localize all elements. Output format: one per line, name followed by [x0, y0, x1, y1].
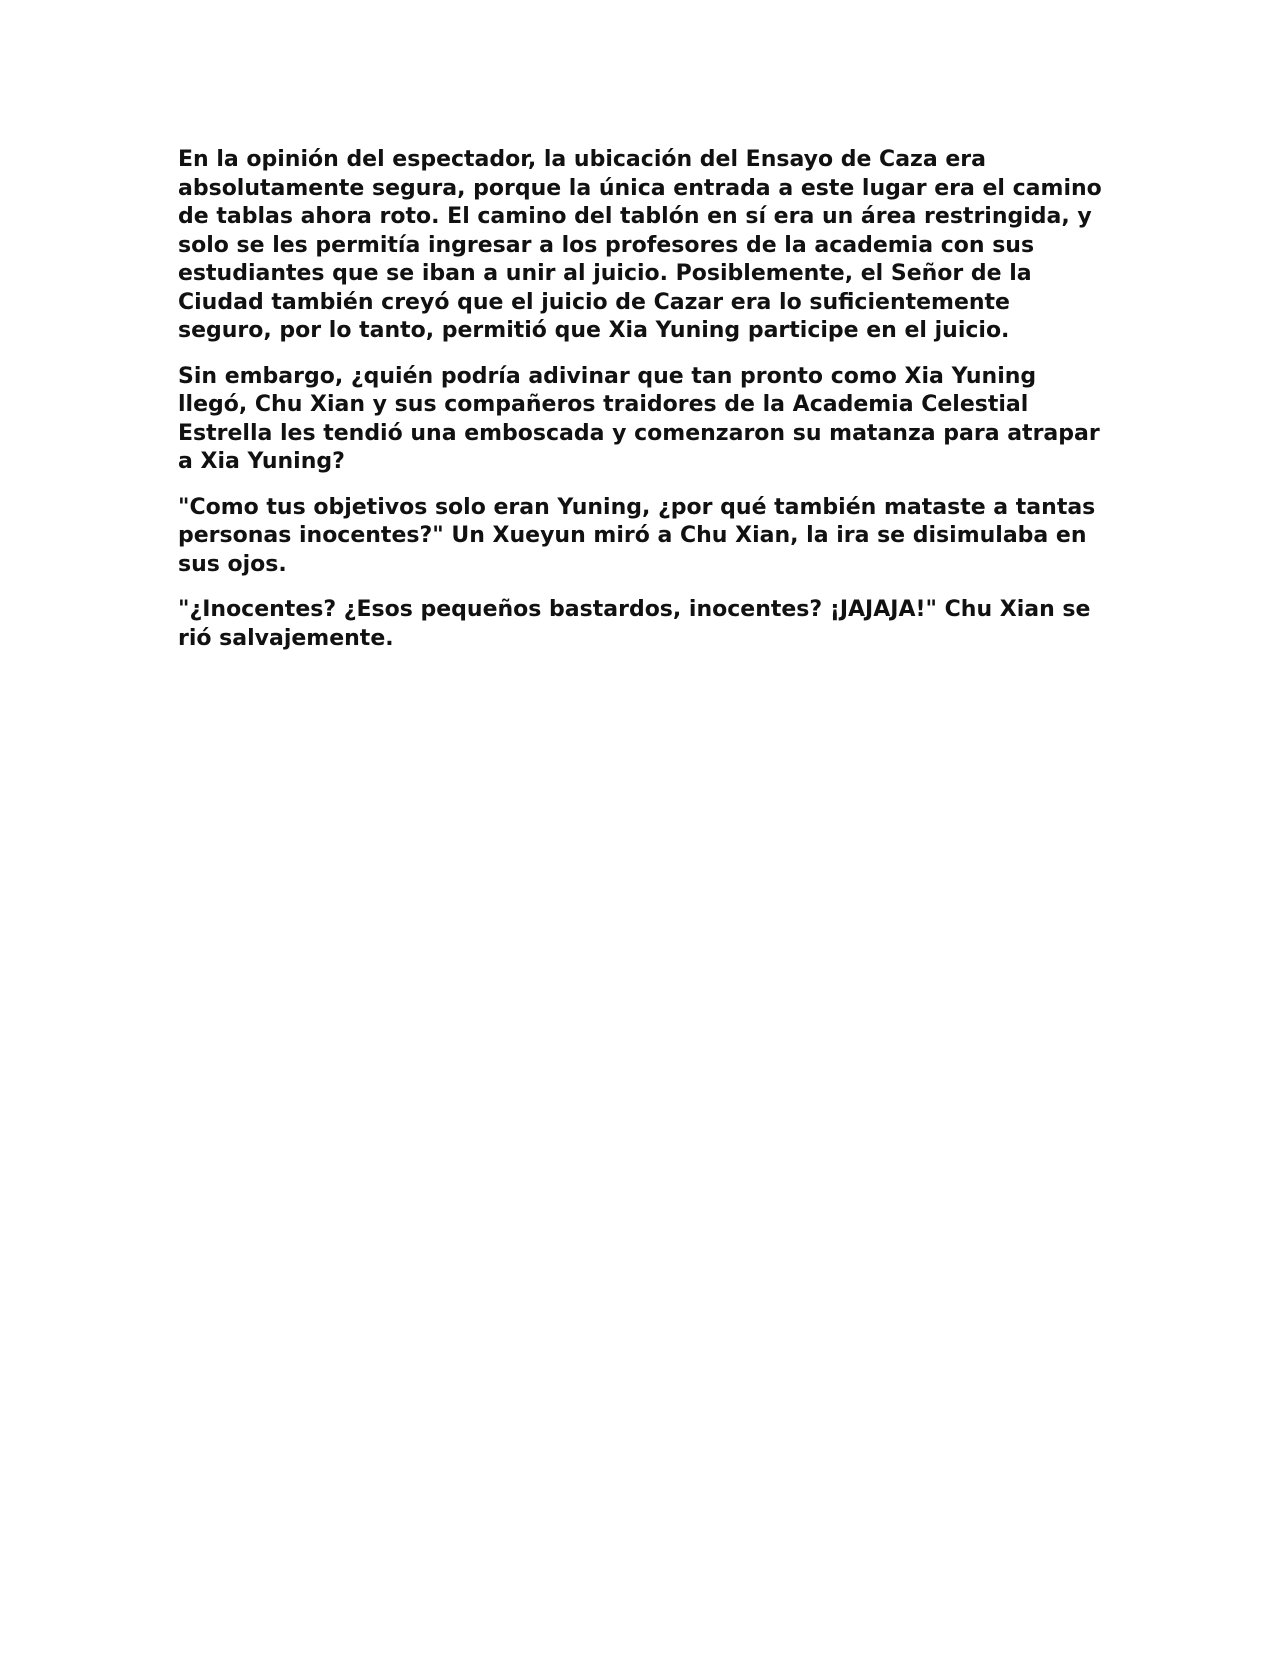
paragraph-2: Sin embargo, ¿quién podría adivinar que tan pronto como Xia Yuning llegó, Chu Xian y sus compañeros traidores de la Academia Celestial Estrella les tendió una emboscada y comenzaron su matanza para atrapar a Xia Yuning?: [178, 363, 1100, 474]
paragraph-1: En la opinión del espectador, la ubicación del Ensayo de Caza era absolutamente segura, porque la única entrada a este lugar era el camino de tablas ahora roto. El camino del tablón en sí era un área restringida, y solo se les permitía ingresar a los profesores de la academia con sus estudiantes que se iban a unir al juicio. Posiblemente, el Señor de la Ciudad también creyó que el juicio de Cazar era lo suficientemente seguro, por lo tanto, permitió que Xia Yuning participe en el juicio.: [178, 147, 1102, 343]
document-body: [178, 146, 1108, 670]
paragraph-3: "Como tus objetivos solo eran Yuning, ¿por qué también mataste a tantas personas inocentes?" Un Xueyun miró a Chu Xian, la ira se disimulaba en sus ojos.: [178, 494, 1096, 577]
paragraph-4: "¿Inocentes? ¿Esos pequeños bastardos, inocentes? ¡JAJAJA!" Chu Xian se rió salvajemente.: [178, 597, 1091, 651]
